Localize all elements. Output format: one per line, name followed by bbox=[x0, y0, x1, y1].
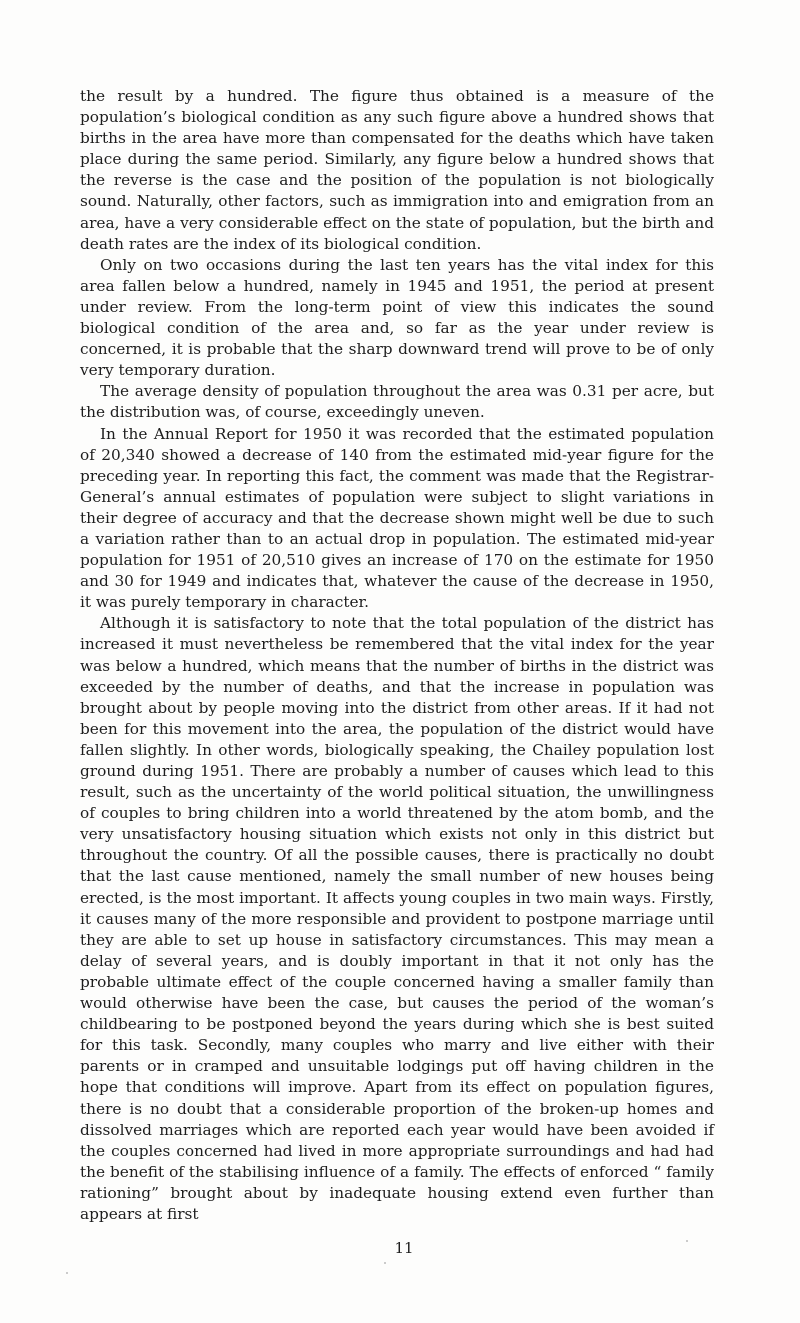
scan-speck bbox=[66, 1272, 68, 1274]
paragraph-density: The average density of population throughout the area was 0.31 per acre, but the distribution was, of course, exceedingly uneven. bbox=[80, 382, 714, 422]
scan-speck bbox=[384, 1262, 386, 1264]
page-number: 11 bbox=[394, 1239, 414, 1257]
paragraph-vital-index: Only on two occasions during the last ten years has the vital index for this area fallen below a hundred, namely in 1945 and 1951, the period at present under review. From the long-term point of view this indicates the sound biological condition of the area and, so far as the year under review is concerned, it is probable that the sharp downward trend will prove to be of only very temporary duration. bbox=[80, 255, 714, 380]
paragraph-housing: Although it is satisfactory to note that the total population of the district has increased it must nevertheless be remembered that the vital index for the year was below a hundred, which means that the number of births in the district was exceeded by the number of deaths, and that the increase in population was brought about by people moving into the district from other areas. If it had not been for this movement into the area, the population of the district would have fallen slightly. In other words, biologically speaking, the Chailey population lost ground during 1951. There are probably a number of causes which lead to this result, such as the uncertainty of the world political situation, the unwillingness of couples to bring children into a world threatened by the atom bomb, and the very unsatisfactory housing situation which exists not only in this district but throughout the country. Of all the possible causes, there is practically no doubt that the last cause mentioned, namely the small number of new houses being erected, is the most important. It affects young couples in two main ways. Firstly, it causes many of the more responsible and provident to postpone marriage until they are able to set up house in satisfactory circumstances. This may mean a delay of several years, and is doubly important in that it not only has the probable ultimate effect of the couple concerned having a smaller family than would otherwise have been the case, but causes the period of the woman’s childbearing to be postponed beyond the years during which she is best suited for this task. Secondly, many couples who marry and live either with their parents or in cramped and unsuitable lodgings put off having children in the hope that conditions will improve. Apart from its effect on population figures, there is no doubt that a considerable proportion of the broken-up homes and dissolved marriages which are reported each year would have been avoided if the couples concerned had lived in more appropriate surroundings and had had the benefit of the stabilising influence of a family. The effects of enforced “ family rationing” brought about by inadequate housing extend even further than appears at first bbox=[80, 614, 714, 1223]
scan-speck bbox=[686, 1240, 688, 1242]
body-text bbox=[80, 86, 714, 1225]
paragraph-continuation: the result by a hundred. The figure thus obtained is a measure of the population’s biological condition as any such figure above a hundred shows that births in the area have more than compensated for the deaths which have taken place during the same period. Similarly, any figure below a hundred shows that the reverse is the case and the position of the population is not biologically sound. Naturally, other factors, such as immigration into and emigration from an area, have a very considerable effect on the state of population, but the birth and death rates are the index of its biological condition. bbox=[80, 87, 714, 253]
paragraph-annual-report: In the Annual Report for 1950 it was recorded that the estimated population of 20,340 showed a decrease of 140 from the estimated mid-year figure for the preceding year. In reporting this fact, the comment was made that the Registrar-General’s annual estimates of population were subject to slight variations in their degree of accuracy and that the decrease shown might well be due to such a variation rather than to an actual drop in population. The estimated mid-year population for 1951 of 20,510 gives an increase of 170 on the estimate for 1950 and 30 for 1949 and indicates that, whatever the cause of the decrease in 1950, it was purely temporary in character. bbox=[80, 424, 714, 612]
